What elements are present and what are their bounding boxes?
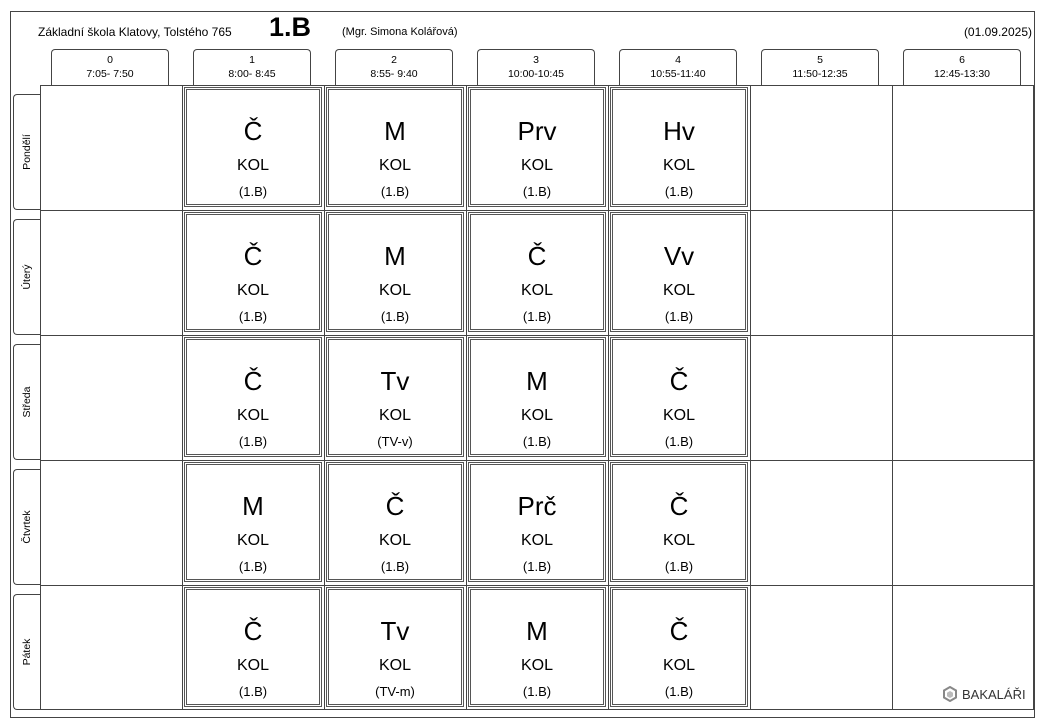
lesson-teacher: KOL	[520, 657, 553, 674]
lesson-group: (1.B)	[522, 559, 552, 574]
lesson-group: (1.B)	[380, 309, 410, 324]
lesson-cell[interactable]	[326, 87, 464, 207]
grid-row-divider	[40, 335, 1034, 336]
period-number: 4	[675, 54, 681, 66]
lesson-teacher: KOL	[236, 407, 269, 424]
lesson-group: (1.B)	[664, 559, 694, 574]
lesson-cell[interactable]	[610, 587, 748, 707]
lesson-subject: Tv	[380, 616, 410, 646]
lesson-cell[interactable]	[326, 462, 464, 582]
lesson-subject: M	[242, 491, 264, 521]
lesson-subject: Č	[669, 366, 689, 396]
school-name: Základní škola Klatovy, Tolstého 765	[38, 25, 232, 39]
lesson-teacher: KOL	[378, 532, 411, 549]
lesson-teacher: KOL	[662, 532, 695, 549]
lesson-teacher: KOL	[662, 157, 695, 174]
lesson-cell[interactable]	[468, 337, 606, 457]
lesson-group: (1.B)	[380, 184, 410, 199]
lesson-teacher: KOL	[378, 407, 411, 424]
grid-column-divider	[182, 85, 183, 710]
lesson-teacher: KOL	[520, 407, 553, 424]
lesson-group: (TV-v)	[377, 434, 413, 449]
period-header-3	[477, 49, 595, 85]
lesson-teacher: KOL	[662, 407, 695, 424]
lesson-cell[interactable]	[610, 462, 748, 582]
lesson-group: (1.B)	[522, 434, 552, 449]
grid-row-divider	[40, 210, 1034, 211]
period-time: 10:55-11:40	[650, 68, 706, 80]
lesson-group: (1.B)	[522, 184, 552, 199]
lesson-subject: Č	[243, 241, 263, 271]
lesson-cell[interactable]	[326, 212, 464, 332]
period-number: 2	[391, 54, 397, 66]
lesson-group: (1.B)	[238, 684, 268, 699]
period-number: 5	[817, 54, 823, 66]
lesson-group: (1.B)	[664, 684, 694, 699]
lesson-subject: M	[384, 116, 406, 146]
lesson-subject: Prč	[517, 491, 557, 521]
lesson-subject: Č	[669, 616, 689, 646]
lesson-subject: Č	[243, 366, 263, 396]
day-header-3	[13, 469, 40, 585]
grid-column-divider	[608, 85, 609, 710]
lesson-group: (1.B)	[522, 684, 552, 699]
period-number: 3	[533, 54, 539, 66]
day-label: Úterý	[21, 264, 33, 290]
lesson-teacher: KOL	[236, 157, 269, 174]
grid-column-divider	[466, 85, 467, 710]
lesson-teacher: KOL	[520, 532, 553, 549]
period-time: 12:45-13:30	[933, 68, 991, 80]
lesson-cell[interactable]	[610, 87, 748, 207]
period-header-0	[51, 49, 169, 85]
logo-text: BAKALÁŘI	[962, 686, 1026, 702]
lesson-group: (1.B)	[238, 184, 268, 199]
grid-column-divider	[324, 85, 325, 710]
lesson-cell[interactable]	[326, 587, 464, 707]
grid-row-divider	[40, 585, 1034, 586]
bakalari-logo	[942, 686, 1026, 702]
lesson-teacher: KOL	[378, 657, 411, 674]
period-number: 6	[959, 54, 965, 66]
lesson-cell[interactable]	[468, 212, 606, 332]
bakalari-logo-icon	[942, 686, 958, 702]
lesson-cell[interactable]	[468, 87, 606, 207]
lesson-subject: Č	[385, 491, 405, 521]
lesson-cell[interactable]	[184, 87, 322, 207]
period-number: 0	[107, 54, 113, 66]
day-header-1	[13, 219, 40, 335]
period-time: 7:05- 7:50	[86, 68, 134, 80]
lesson-subject: Vv	[663, 241, 695, 271]
period-time: 8:55- 9:40	[370, 68, 418, 80]
lesson-cell[interactable]	[468, 587, 606, 707]
lesson-subject: M	[526, 366, 548, 396]
lesson-teacher: KOL	[236, 657, 269, 674]
period-time: 10:00-10:45	[507, 68, 565, 80]
lesson-subject: M	[526, 616, 548, 646]
grid-row-divider	[40, 460, 1034, 461]
period-header-2	[335, 49, 453, 85]
lesson-subject: Prv	[517, 116, 557, 146]
lesson-group: (1.B)	[664, 309, 694, 324]
lesson-group: (1.B)	[238, 434, 268, 449]
lesson-group: (1.B)	[238, 309, 268, 324]
lesson-group: (1.B)	[522, 309, 552, 324]
lesson-teacher: KOL	[520, 157, 553, 174]
lesson-cell[interactable]	[326, 337, 464, 457]
lesson-group: (1.B)	[380, 559, 410, 574]
lesson-group: (1.B)	[664, 434, 694, 449]
lesson-subject: Tv	[380, 366, 410, 396]
class-name: 1.B	[269, 12, 312, 42]
day-header-4	[13, 594, 40, 710]
period-header-6	[903, 49, 1021, 85]
lesson-cell[interactable]	[610, 337, 748, 457]
lesson-subject: Č	[669, 491, 689, 521]
grid-column-divider	[750, 85, 751, 710]
lesson-subject: M	[384, 241, 406, 271]
lesson-cell[interactable]	[184, 462, 322, 582]
lesson-cell[interactable]	[184, 587, 322, 707]
lesson-subject: Hv	[663, 116, 695, 146]
lesson-teacher: KOL	[378, 282, 411, 299]
day-header-2	[13, 344, 40, 460]
lesson-cell[interactable]	[184, 337, 322, 457]
lesson-group: (1.B)	[664, 184, 694, 199]
day-header-0	[13, 94, 40, 210]
lesson-group: (1.B)	[238, 559, 268, 574]
grid-column-divider	[892, 85, 893, 710]
period-header-1	[193, 49, 311, 85]
day-label: Čtvrtek	[21, 510, 33, 544]
lesson-teacher: KOL	[236, 532, 269, 549]
lesson-subject: Č	[243, 616, 263, 646]
period-header-4	[619, 49, 737, 85]
period-header-5	[761, 49, 879, 85]
lesson-group: (TV-m)	[375, 684, 415, 699]
class-teacher: (Mgr. Simona Kolářová)	[342, 26, 458, 38]
lesson-subject: Č	[243, 116, 263, 146]
period-time: 11:50-12:35	[792, 68, 848, 80]
day-label: Středa	[21, 386, 33, 418]
period-time: 8:00- 8:45	[228, 68, 276, 80]
lesson-subject: Č	[527, 241, 547, 271]
lesson-cell[interactable]	[468, 462, 606, 582]
lesson-teacher: KOL	[236, 282, 269, 299]
day-label: Pondělí	[21, 134, 33, 170]
lesson-teacher: KOL	[662, 657, 695, 674]
lesson-teacher: KOL	[662, 282, 695, 299]
period-number: 1	[249, 54, 255, 66]
day-label: Pátek	[21, 638, 33, 666]
lesson-cell[interactable]	[610, 212, 748, 332]
lesson-teacher: KOL	[520, 282, 553, 299]
lesson-teacher: KOL	[378, 157, 411, 174]
lesson-cell[interactable]	[184, 212, 322, 332]
timetable-date: (01.09.2025)	[963, 25, 1032, 39]
